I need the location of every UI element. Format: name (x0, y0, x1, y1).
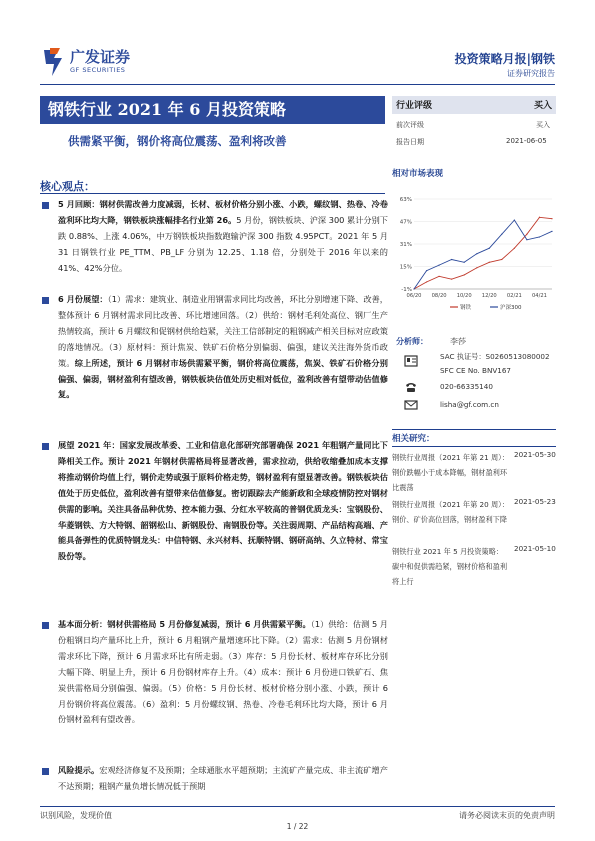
report-title: 钢铁行业 2021 年 6 月投资策略 (40, 96, 385, 124)
x-tick-label: 12/20 (481, 293, 497, 299)
x-tick-label: 08/20 (431, 293, 447, 299)
legend-label: 沪深300 (500, 305, 522, 311)
footer-disclaimer: 请务必阅读末页的免责声明 (459, 811, 555, 820)
related-item-3[interactable]: 钢铁行业 2021 年 5 月投资策略：碳中和促供需趋紧，钢材价格和盈利将上行 (392, 547, 508, 587)
analyst-label: 分析师： (396, 337, 428, 346)
rating-value: 买入 (534, 101, 553, 111)
related-heading: 相关研究： (392, 434, 435, 444)
legend-label: 钢铁 (460, 305, 472, 311)
data-point (539, 236, 540, 237)
header-divider (40, 84, 555, 85)
footer-slogan: 识别风险，发现价值 (40, 811, 112, 820)
bullet-icon (42, 768, 49, 775)
related-item-2[interactable]: 钢铁行业周报（2021 年第 20 周）：钢价、矿价高位回落，钢材盈利下降 (392, 500, 509, 525)
x-tick-label: 04/21 (531, 293, 547, 299)
data-point (451, 259, 452, 260)
report-subtitle: 供需紧平衡，钢价将高位震荡、盈利将改善 (68, 134, 287, 148)
report-subtype: 证券研究报告 (507, 69, 555, 78)
data-point (476, 253, 477, 254)
related-item-1[interactable]: 钢铁行业周报（2021 年第 21 周）：钢价跌幅小于成本降幅，钢材盈利环比震荡 (392, 453, 509, 493)
data-point (489, 248, 490, 249)
analyst-name: 李莎 (450, 337, 466, 346)
prev-rating-label: 前次评级 (396, 121, 424, 129)
x-tick-label: 06/20 (406, 293, 422, 299)
footer-divider (40, 806, 555, 807)
data-point (476, 267, 477, 268)
phone-icon (404, 380, 418, 394)
data-point (501, 234, 502, 235)
chart-heading: 相对市场表现 (392, 169, 444, 179)
paragraph-risk: 风险提示。宏观经济修复不及预期；全球通胀水平超预期；主流矿产量完成、非主流矿增产不达预期；粗钢产量负增长情况低于预期 (58, 765, 388, 791)
bullet-icon (42, 622, 49, 629)
data-point (451, 279, 452, 280)
data-point (426, 281, 427, 282)
email-icon (404, 398, 418, 412)
y-tick-label: 15% (399, 264, 412, 271)
prev-rating-value: 买入 (536, 121, 550, 129)
y-tick-label: -1% (401, 287, 412, 293)
paragraph-2021-outlook: 展望 2021 年：国家发展改革委、工业和信息化部研究部署确保 2021 年粗钢产量同比下降相关工作。预计 2021 年钢材供需格局将显著改善，需求拉动，供给收缩叠加成本支撑将推动钢价均值上行，钢价走势或强于原料价格走势，钢材盈利有望显著改善。钢铁板块估值处于历史低位，盈利改善有望带来估值修复。密切跟踪去产能新政和全球疫情防控对钢材供需的影响。关注具备品种优势、控本能力强、分红水平较高的普钢优质龙头：宝钢股份、华菱钢铁、方大特钢、韶钢松山、新钢股份、南钢股份等。关注弱周期、产品结构高端、产能具备弹性的优质特钢龙头：中信特钢、永兴材料、抚顺特钢、钢研高纳、久立特材、常宝股份等。 (58, 440, 388, 562)
bullet-icon (42, 297, 49, 304)
page-number: 1 / 22 (286, 822, 309, 831)
sfc-number: SFC CE No. BNV167 (440, 366, 512, 375)
data-point (413, 288, 414, 289)
data-point (551, 231, 552, 232)
data-point (526, 239, 527, 240)
y-tick-label: 47% (399, 219, 412, 226)
data-point (464, 262, 465, 263)
x-tick-label: 10/20 (456, 293, 472, 299)
data-point (489, 262, 490, 263)
bullet-icon (42, 443, 49, 450)
data-point (464, 274, 465, 275)
report-type: 投资策略月报|钢铁 (454, 52, 555, 66)
report-date-label: 报告日期 (396, 138, 424, 146)
related-date-3: 2021-05-10 (514, 544, 556, 553)
data-point (526, 234, 527, 235)
core-divider (40, 193, 385, 194)
related-divider (392, 446, 556, 447)
x-tick-label: 02/21 (506, 293, 522, 299)
id-card-icon (404, 354, 418, 368)
analyst-email[interactable]: lisha@gf.com.cn (440, 400, 499, 409)
related-top-divider (392, 429, 556, 430)
data-point (438, 264, 439, 265)
y-tick-label: 63% (399, 197, 412, 203)
relative-performance-chart (392, 191, 556, 317)
data-point (539, 217, 540, 218)
bullet-icon (42, 202, 49, 209)
y-tick-label: 31% (399, 242, 412, 248)
series-line-0 (414, 217, 552, 289)
paragraph-june-outlook: 6 月份展望：（1）需求：建筑业、制造业用钢需求同比均改善，环比分别增速下降、改善，整体预计 6 月钢材需求同比改善、环比增速回落。（2）供给：钢材毛利处高位、钢厂生产热情较高，预计 6 月螺纹和促钢材供给趋紧，关注工信部制定的粗钢减产相关目标对应政策的落地情况。（3）原材料：预计焦炭、铁矿石价格分别偏弱、偏强，建议关注海外货币政策。综上所述，预计 6 月钢材市场供需紧平衡，钢价将高位震荡，焦炭、铁矿石价格分别偏强、偏弱，钢材盈利有望改善，钢铁板块估值处历史相对低位，盈利改善有望带动估值修复。 (58, 294, 388, 400)
data-point (514, 219, 515, 220)
report-date-value: 2021-06-05 (506, 137, 547, 145)
rating-label: 行业评级 (396, 101, 433, 111)
data-point (501, 259, 502, 260)
sac-number: SAC 执证号：S0260513080002 (440, 352, 550, 361)
paragraph-may-review: 5 月回顾：钢材供需改善力度减弱，长材、板材价格分别小涨、小跌，螺纹钢、热卷、冷卷盈利环比均大降，钢铁板块涨幅排名行业第 26。5 月份，钢铁板块、沪深 300 累计分别下跌 0.88%、上涨 4.06%，中万钢铁板块指数跑输沪深 300 指数 4.95PCT。2021 年 5 月 31 日钢铁行业 PE_TTM、PB_LF 分别为 12.25、1.18 倍，分别处于 2016 年以来的 41%、42%分位。 (58, 199, 388, 273)
related-date-2: 2021-05-23 (514, 497, 556, 506)
data-point (514, 248, 515, 249)
paragraph-fundamentals: 基本面分析：钢材供需格局 5 月份修复减弱，预计 6 月供需紧平衡。（1）供给：估测 5 月份粗钢日均产量环比上升，预计 6 月粗钢产量增速环比下降。（2）需求：估测 5 月份钢材需求环比下降，预计 6 月需求环比有所走弱。（3）库存：5 月份长材、板材库存环比分别大幅下降、明显上升，预计 6 月份钢材库存上升。（4）成本：预计 6 月份进口铁矿石、焦炭供需格局分别偏强、偏弱。（5）价格：5 月份长材、板材价格分别小涨、小跌，预计 6 月份钢价将高位震荡。（6）盈利：5 月份螺纹钢、热卷、冷卷毛利环比均大降，预计 6 月份钢材盈利有望改善。 (58, 619, 388, 725)
data-point (551, 218, 552, 219)
data-point (438, 276, 439, 277)
brand-name-en: GF SECURITIES (70, 66, 126, 74)
data-point (426, 270, 427, 271)
brand-name-cn: 广发证券 (70, 48, 131, 66)
analyst-phone: 020-66335140 (440, 382, 493, 391)
core-heading: 核心观点： (40, 180, 95, 193)
related-date-1: 2021-05-30 (514, 450, 556, 459)
